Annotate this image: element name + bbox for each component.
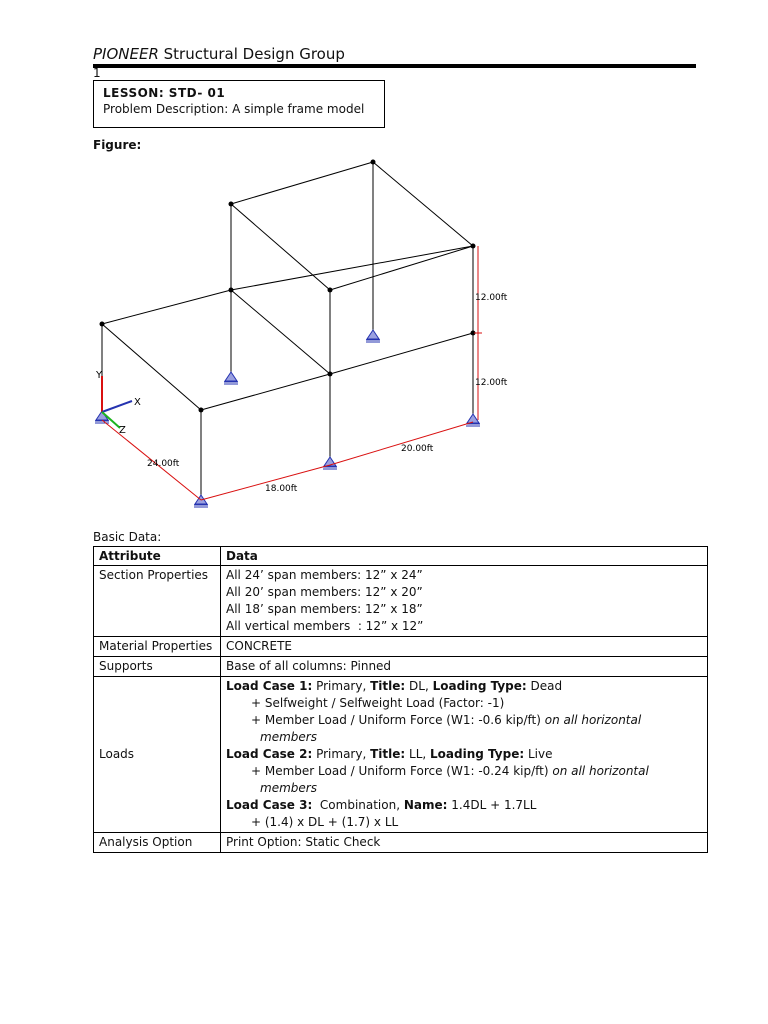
dim-height-upper: 12.00ft [475,293,508,303]
lc3-label: Load Case 3: [226,798,313,812]
figure-label: Figure: [93,138,142,152]
problem-description: Problem Description: A simple frame model [103,102,365,116]
analysis-value: Print Option: Static Check [221,833,708,853]
section-line: All 18’ span members: 12” x 18” [226,602,423,616]
section-line: All vertical members : 12” x 12” [226,619,424,633]
section-line: All 20’ span members: 12” x 20” [226,585,423,599]
table-row-analysis [94,833,708,853]
axis-z-label: Z [119,425,126,436]
supports-value: Base of all columns: Pinned [221,657,708,677]
attr-supports: Supports [94,657,221,677]
lc1-line2 [226,712,702,729]
lc2-title-label: Title: [370,747,406,761]
load-case-3 [226,797,702,814]
lc2-line1-cont [226,780,702,797]
header-data: Data [221,547,708,566]
loads-values [221,677,708,833]
attr-section: Section Properties [94,566,221,637]
lc2-title: LL, [405,747,431,761]
lc3-line1: + (1.4) x DL + (1.7) x LL [251,815,399,829]
lc1-title-label: Title: [370,679,406,693]
lc1-lt-label: Loading Type: [432,679,527,693]
basic-data-label: Basic Data: [93,530,162,544]
dim-18ft: 18.00ft [265,484,298,494]
axis-triad [95,370,141,436]
attr-loads: Loads [94,677,221,833]
material-value: CONCRETE [221,637,708,657]
page-number: 1 [93,66,101,80]
axis-x-label: X [134,397,141,408]
lc1-line2-em: on all horizontal [544,713,642,727]
table-row-loads [94,677,708,833]
axis-y-label: Y [96,370,103,381]
lc3-name: 1.4DL + 1.7LL [447,798,537,812]
dim-24ft: 24.00ft [147,459,180,469]
table-row-supports [94,657,708,677]
table-header-row [94,547,708,566]
section-values [221,566,708,637]
lc1-title: DL, [405,679,433,693]
lc1-line2-cont-text: members [260,730,317,744]
company-name: PIONEER [93,45,159,63]
attr-material: Material Properties [94,637,221,657]
frame-nodes [100,160,476,413]
lc2-label: Load Case 2: [226,747,313,761]
lc1-label: Load Case 1: [226,679,313,693]
attr-analysis: Analysis Option [94,833,221,853]
load-case-2 [226,746,702,763]
lc2-line1-cont-text: members [260,781,317,795]
lc1-type: Primary, [312,679,371,693]
lc2-line1 [226,763,702,780]
lc2-type: Primary, [312,747,371,761]
lc1-line2-cont [226,729,702,746]
table-row-section [94,566,708,637]
table-row-material [94,637,708,657]
header-attribute: Attribute [94,547,221,566]
dim-20ft: 20.00ft [401,444,434,454]
lc2-line1-em: on all horizontal [552,764,649,778]
header-title: Structural Design Group [163,45,345,63]
section-line: All 24’ span members: 12” x 24” [226,568,423,582]
load-case-1 [226,678,702,695]
support-symbols [95,330,480,507]
lc2-lt: Live [524,747,553,761]
lc2-lt-label: Loading Type: [430,747,525,761]
dim-height-lower: 12.00ft [475,378,508,388]
lesson-title: LESSON: STD- 01 [103,86,226,100]
basic-data-table [93,546,708,853]
lc1-line2-text: + Member Load / Uniform Force (W1: -0.6 kip/ft) [251,713,545,727]
lc2-line1-text: + Member Load / Uniform Force (W1: -0.24 kip/ft) [251,764,553,778]
lc3-type: Combination, [312,798,404,812]
lc1-lt: Dead [526,679,563,693]
lc1-line1: + Selfweight / Selfweight Load (Factor: -1) [251,696,505,710]
lc3-name-label: Name: [403,798,448,812]
